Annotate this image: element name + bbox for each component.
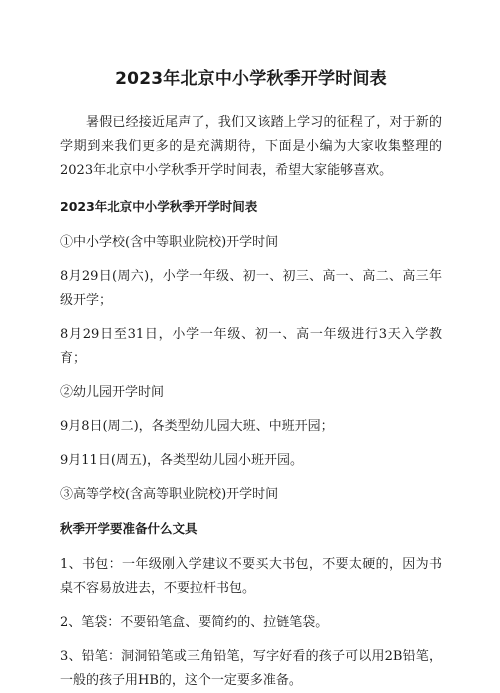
schedule-item: 9月8日(周二)，各类型幼儿园大班、中班开园；: [60, 419, 334, 434]
schedule-item: 8月29日至31日，小学一年级、初一、高一年级进行3天入学教育；: [60, 327, 442, 366]
intro-paragraph: 暑假已经接近尾声了，我们又该踏上学习的征程了，对于新的学期到来我们更多的是充满期待，下面是小编为大家收集整理的2023年北京中小学秋季开学时间表，希望大家能够喜欢。: [60, 115, 442, 178]
schedule-item: ②幼儿园开学时间: [60, 385, 165, 400]
schedule-item: 8月29日(周六)，小学一年级、初一、初三、高一、高二、高三年级开学；: [60, 269, 442, 308]
supply-item: 2、笔袋：不要铅笔盒、要简约的、拉链笔袋。: [60, 615, 329, 630]
section-heading-supplies: 秋季开学要准备什么文具: [60, 521, 198, 536]
schedule-item: 9月11日(周五)，各类型幼儿园小班开园。: [60, 453, 303, 468]
schedule-item: ①中小学校(含中等职业院校)开学时间: [60, 235, 279, 250]
schedule-item: ③高等学校(含高等职业院校)开学时间: [60, 487, 279, 502]
section-heading-schedule: 2023年北京中小学秋季开学时间表: [60, 199, 258, 214]
supply-item: 1、书包：一年级刚入学建议不要买大书包，不要太硬的，因为书桌不容易放进去，不要拉杆书包。: [60, 557, 442, 596]
supply-item: 3、铅笔：洞洞铅笔或三角铅笔，写字好看的孩子可以用2B铅笔，一般的孩子用HB的，这个一定要多准备。: [60, 649, 442, 688]
document-title: 2023年北京中小学秋季开学时间表: [115, 69, 387, 89]
